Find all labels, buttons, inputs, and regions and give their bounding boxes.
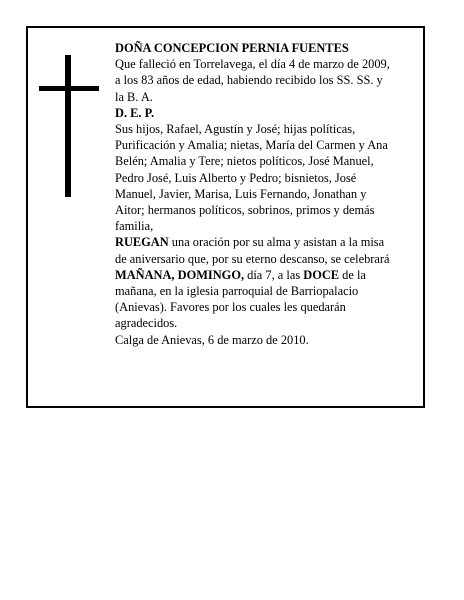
cross-horizontal-bar [39, 86, 99, 91]
obituary-notice [26, 26, 425, 408]
family-line: familia, [115, 219, 154, 234]
intro-line: Que falleció en Torrelavega, el día 4 de marzo de 2009, [115, 57, 390, 72]
obituary-text [115, 40, 421, 348]
cross-icon [39, 55, 99, 197]
ruegan-rest: una oración por su alma y asistan a la misa [168, 235, 385, 250]
date-day: MAÑANA, DOMINGO, [115, 267, 245, 282]
ruegan-line-2: de aniversario que, por su eterno descanso, se celebrará [115, 251, 390, 266]
family-line: Manuel, Javier, Marisa, Luis Fernando, Jonathan y [115, 186, 367, 201]
intro-line: a los 83 años de edad, habiendo recibido los SS. SS. y [115, 73, 383, 88]
closing-line: mañana, en la iglesia parroquial de Barriopalacio [115, 284, 359, 299]
closing-line: agradecidos. [115, 316, 178, 331]
family-line: Sus hijos, Rafael, Agustín y José; hijas políticas, [115, 122, 356, 137]
deceased-name: DOÑA CONCEPCION PERNIA FUENTES [115, 41, 349, 55]
ruegan-word: RUEGAN [115, 235, 169, 250]
family-line: Belén; Amalia y Tere; nietos políticos, José Manuel, [115, 154, 374, 169]
family-line: Pedro José, Luis Alberto y Pedro; bisnietos, José [115, 170, 357, 185]
ruegan-line [115, 234, 421, 250]
date-middle: día 7, a las [244, 267, 304, 282]
date-line [115, 267, 421, 283]
intro-line: la B. A. [115, 89, 153, 104]
closing-line: (Anievas). Favores por los cuales les quedarán [115, 300, 346, 315]
dep-heading: D. E. P. [115, 105, 155, 120]
date-end: de la [339, 267, 366, 282]
signoff: Calga de Anievas, 6 de marzo de 2010. [115, 332, 309, 347]
date-time: DOCE [303, 267, 340, 282]
family-line: Purificación y Amalia; nietas, María del Carmen y Ana [115, 138, 388, 153]
family-line: Aitor; hermanos políticos, sobrinos, primos y demás [115, 203, 375, 218]
cross-vertical-bar [65, 55, 71, 197]
